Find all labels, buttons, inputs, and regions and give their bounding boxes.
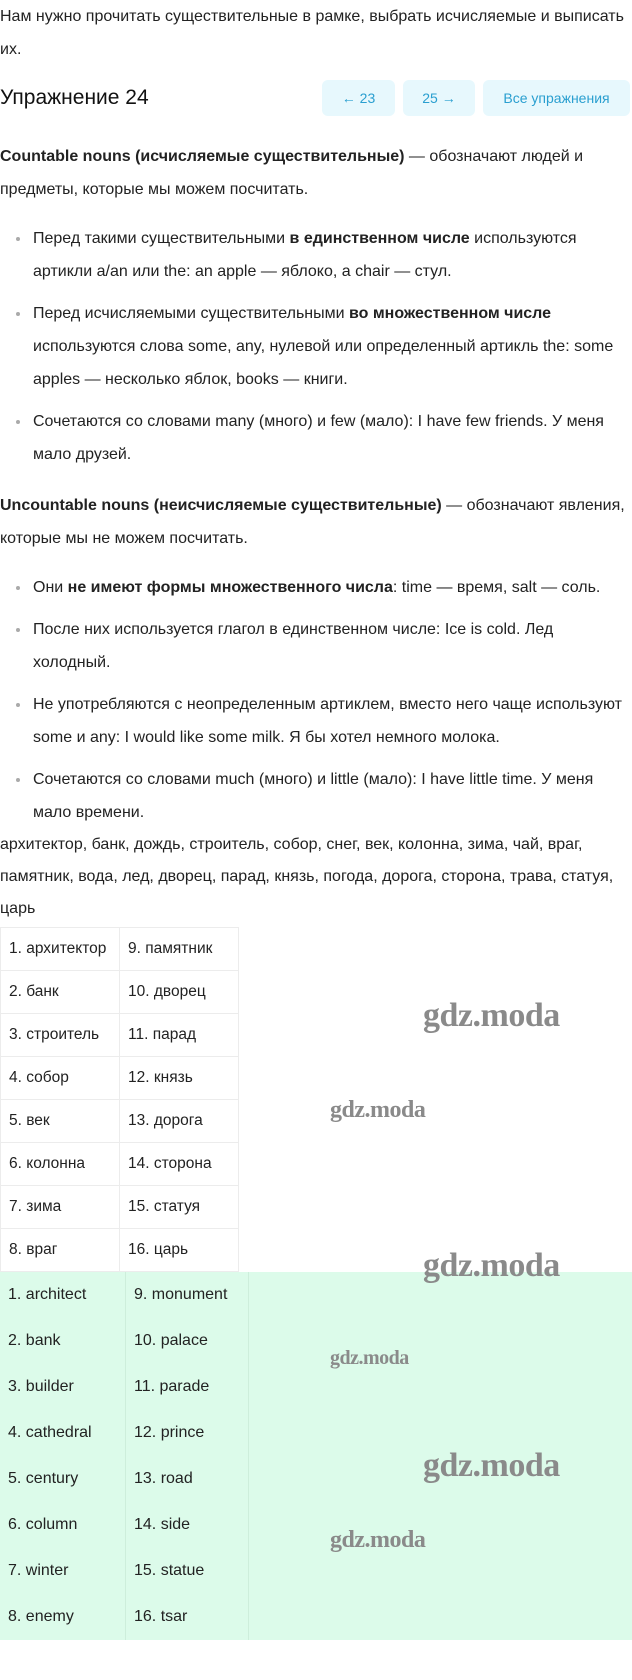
table-cell: 3. строитель [1, 1014, 120, 1057]
table-cell: 9. monument [126, 1272, 249, 1318]
rule-item [0, 405, 628, 471]
rule-text: Перед такими существительными [33, 230, 290, 247]
rule-text: Они [33, 579, 68, 596]
countable-definition [0, 140, 628, 206]
next-exercise-button[interactable]: 25 → [403, 80, 475, 116]
table-cell: 15. статуя [120, 1186, 239, 1229]
table-row [1, 928, 239, 971]
answer-section [0, 927, 632, 1640]
rule-emphasis: в единственном числе [289, 230, 470, 247]
rule-emphasis: во множественном числе [349, 305, 552, 322]
rule-text: Сочетаются со словами many (много) и few (мало): I have few friends. У меня мало друзей. [33, 413, 604, 463]
table-row [1, 1057, 239, 1100]
exercise-header [0, 80, 632, 116]
countable-term: Countable nouns (исчисляемые существительные) [0, 148, 405, 165]
table-cell: 14. side [126, 1502, 249, 1548]
table-cell: 2. банк [1, 971, 120, 1014]
table-cell: 8. enemy [0, 1594, 126, 1640]
watermark: gdz.moda [330, 1347, 409, 1369]
table-row [0, 1364, 249, 1410]
table-cell: 16. tsar [126, 1594, 249, 1640]
table-cell: 13. road [126, 1456, 249, 1502]
table-cell: 11. парад [120, 1014, 239, 1057]
rule-item [0, 222, 628, 288]
table-cell: 12. prince [126, 1410, 249, 1456]
uncountable-definition-text: — обозначают явления, которые мы не можем посчитать. [0, 497, 625, 547]
table-row [1, 971, 239, 1014]
table-cell: 2. bank [0, 1318, 126, 1364]
rule-item [0, 571, 628, 604]
table-cell: 10. дворец [120, 971, 239, 1014]
uncountable-term: Uncountable nouns (неисчисляемые существительные) [0, 497, 442, 514]
uncountable-rules-list [0, 571, 628, 829]
table-cell: 4. собор [1, 1057, 120, 1100]
table-cell: 1. архитектор [1, 928, 120, 971]
rule-text: используются артикли a/an или the: an apple — яблоко, a chair — стул. [33, 230, 577, 280]
watermark: gdz.moda [423, 997, 560, 1034]
rule-text: : time — время, salt — соль. [392, 579, 601, 596]
table-row [0, 1548, 249, 1594]
russian-answer-table [0, 927, 239, 1272]
rule-text: Перед исчисляемыми существительными [33, 305, 349, 322]
watermark: gdz.moda [330, 1097, 426, 1123]
table-cell: 7. зима [1, 1186, 120, 1229]
table-cell: 6. column [0, 1502, 126, 1548]
rule-text: Сочетаются со словами much (много) и little (мало): I have little time. У меня мало времени. [33, 771, 594, 821]
rule-item [0, 688, 628, 754]
table-cell: 15. statue [126, 1548, 249, 1594]
rule-text: После них используется глагол в единственном числе: Ice is cold. Лед холодный. [33, 621, 554, 671]
uncountable-definition [0, 489, 628, 555]
table-row [1, 1143, 239, 1186]
word-list: архитектор, банк, дождь, строитель, собор, снег, век, колонна, зима, чай, враг, памятник, вода, лед, дворец, парад, князь, погода, дорога, сторона, трава, статуя, царь [0, 836, 614, 917]
table-cell: 8. враг [1, 1229, 120, 1272]
table-cell: 9. памятник [120, 928, 239, 971]
table-cell: 3. builder [0, 1364, 126, 1410]
countable-definition-text: — обозначают людей и предметы, которые мы можем посчитать. [0, 148, 584, 198]
rule-text: Не употребляются с неопределенным артиклем, вместо него чаще используют some и any: I would like some milk. Я бы хотел немного молока. [33, 696, 622, 746]
intro-text: Нам нужно прочитать существительные в рамке, выбрать исчисляемые и выписать их. [0, 8, 624, 58]
table-cell: 14. сторона [120, 1143, 239, 1186]
table-row [1, 1100, 239, 1143]
table-cell: 10. palace [126, 1318, 249, 1364]
table-row [0, 1272, 249, 1318]
rule-item [0, 297, 628, 396]
table-cell: 4. cathedral [0, 1410, 126, 1456]
english-answer-table [0, 1272, 249, 1640]
table-row [0, 1456, 249, 1502]
table-row [0, 1502, 249, 1548]
table-row [1, 1186, 239, 1229]
table-cell: 13. дорога [120, 1100, 239, 1143]
english-answer-background [0, 1272, 632, 1640]
rule-text: используются слова some, any, нулевой или определенный артикль the: some apples — несколько яблок, books — книги. [33, 338, 614, 388]
watermark: gdz.moda [330, 1527, 426, 1553]
rule-item [0, 763, 628, 829]
table-cell: 1. architect [0, 1272, 126, 1318]
table-cell: 5. век [1, 1100, 120, 1143]
prev-exercise-button[interactable]: ← 23 [322, 80, 395, 116]
table-row [0, 1594, 249, 1640]
table-cell: 5. century [0, 1456, 126, 1502]
table-row [1, 1229, 239, 1272]
table-row [0, 1410, 249, 1456]
table-row [0, 1318, 249, 1364]
watermark: gdz.moda [423, 1247, 560, 1284]
watermark: gdz.moda [423, 1447, 560, 1484]
table-cell: 6. колонна [1, 1143, 120, 1186]
countable-rules-list [0, 222, 628, 471]
table-cell: 16. царь [120, 1229, 239, 1272]
table-cell: 7. winter [0, 1548, 126, 1594]
rule-emphasis: не имеют формы множественного числа [67, 579, 393, 596]
table-cell: 12. князь [120, 1057, 239, 1100]
rule-item [0, 613, 628, 679]
table-row [1, 1014, 239, 1057]
page-title: Упражнение 24 [0, 86, 149, 109]
all-exercises-button[interactable]: Все упражнения [483, 80, 630, 116]
table-cell: 11. parade [126, 1364, 249, 1410]
